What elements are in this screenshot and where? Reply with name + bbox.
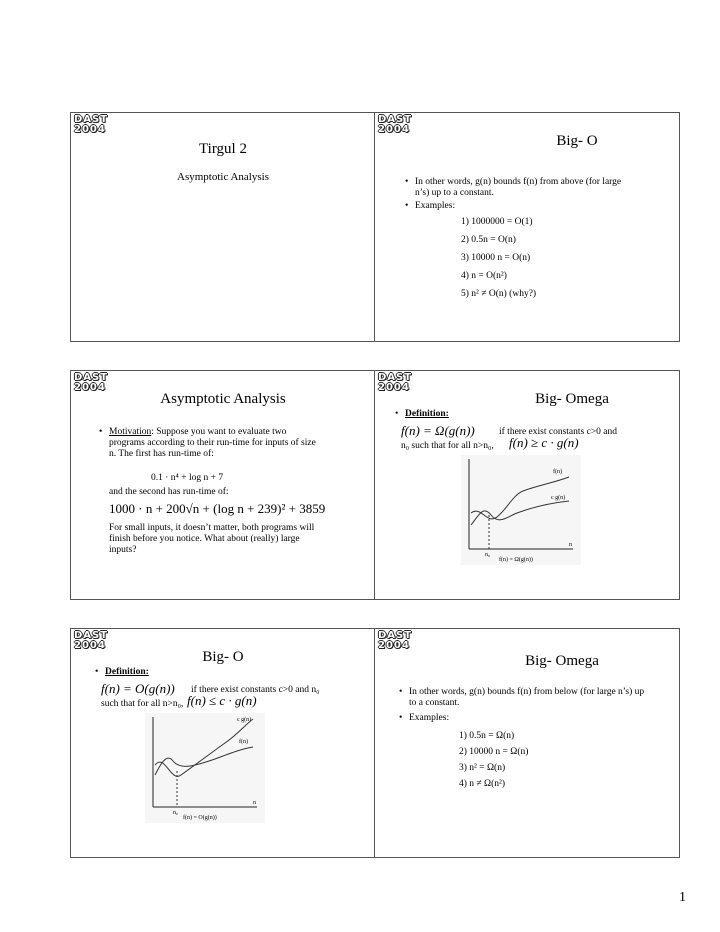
- cg-label: c g(n): [237, 717, 252, 723]
- closing-paragraph: For small inputs, it doesn’t matter, both programs will finish before you notice. What about (really) large inputs?: [109, 523, 315, 555]
- definition-formula: f(n) = O(g(n)): [101, 681, 175, 696]
- graph-caption: f(n) = Ω(g(n)): [499, 557, 533, 563]
- example-5: 5) n² ≠ O(n) (why?): [461, 289, 537, 299]
- f-label: f(n): [239, 739, 248, 745]
- cg-label: c g(n): [551, 495, 566, 501]
- definition-text-2: n₀ such that for all n>n₀,: [401, 441, 494, 451]
- n0-label: n₀: [173, 810, 179, 816]
- example-2: 2) 0.5n = O(n): [461, 235, 516, 245]
- slide-1: [70, 112, 376, 342]
- example-3: 3) 10000 n = O(n): [461, 253, 531, 263]
- slide-title: Big- O: [202, 649, 244, 665]
- slide-title: Asymptotic Analysis: [160, 391, 286, 407]
- axis-n-label: n: [569, 542, 572, 548]
- motivation-label: Motivation: [109, 427, 152, 437]
- dast-logo: DAST 2004: [378, 114, 413, 135]
- definition-inequality: f(n) ≥ c · g(n): [509, 435, 579, 450]
- slide-5: [70, 628, 376, 858]
- example-4: 4) n = O(n²): [461, 271, 507, 281]
- example-1: 1) 0.5n = Ω(n): [459, 731, 515, 741]
- slide-6: [374, 628, 680, 858]
- bullet-text: • In other words, g(n) bounds f(n) from below (for large n’s) up to a constant.: [409, 687, 649, 709]
- slide-subtitle: Asymptotic Analysis: [177, 171, 269, 183]
- definition-text-1: if there exist constants c>0 and n₀: [191, 685, 320, 695]
- motivation-text: : Suppose you want to evaluate two programs according to their run-time for inputs of size n. The first has run-time of:: [109, 427, 316, 459]
- slide-title: Big- Omega: [535, 391, 609, 407]
- slide-title: Big- O: [556, 133, 598, 149]
- omega-graph: [461, 455, 581, 565]
- definition-text-2: such that for all n>n₀,: [101, 699, 184, 709]
- axis-n-label: n: [253, 800, 256, 806]
- example-1: 1) 1000000 = O(1): [461, 217, 533, 227]
- definition-text-1: if there exist constants c>0 and: [499, 427, 618, 437]
- bigo-graph: [145, 713, 265, 823]
- slide-title: Big- Omega: [525, 653, 599, 669]
- n0-label: n₀: [485, 552, 491, 558]
- formula-1: 0.1 · n⁴ + log n + 7: [151, 473, 224, 483]
- dast-logo: DAST 2004: [74, 372, 109, 393]
- dast-logo: DAST 2004: [74, 630, 109, 651]
- definition-label: • Definition:: [405, 409, 449, 420]
- definition-label: • Definition:: [105, 667, 149, 678]
- example-4: 4) n ≠ Ω(n²): [459, 779, 505, 789]
- dast-logo: DAST 2004: [74, 114, 109, 135]
- example-3: 3) n² = Ω(n): [459, 763, 506, 773]
- bullet-text: • Examples:: [409, 713, 449, 724]
- slide-4: [374, 370, 680, 600]
- graph-caption: f(n) = O(g(n)): [183, 815, 217, 821]
- motivation-paragraph: [109, 427, 319, 460]
- f-label: f(n): [553, 469, 562, 475]
- slide-title: Tirgul 2: [199, 141, 247, 157]
- bullet-text: • Examples:: [415, 201, 455, 212]
- example-2: 2) 10000 n = Ω(n): [459, 747, 529, 757]
- bullet-text: • In other words, g(n) bounds f(n) from above (for large n’s) up to a constant.: [415, 177, 625, 199]
- formula-2: 1000 · n + 200√n + (log n + 239)² + 3859: [109, 501, 326, 516]
- slide-2: [374, 112, 680, 342]
- dast-logo: DAST 2004: [378, 372, 413, 393]
- definition-formula: f(n) = Ω(g(n)): [401, 423, 475, 438]
- slide-3: [70, 370, 376, 600]
- page-number: 1: [679, 890, 686, 905]
- second-runtime-text: and the second has run-time of:: [109, 487, 229, 497]
- definition-inequality: f(n) ≤ c · g(n): [187, 693, 257, 708]
- dast-logo: DAST 2004: [378, 630, 413, 651]
